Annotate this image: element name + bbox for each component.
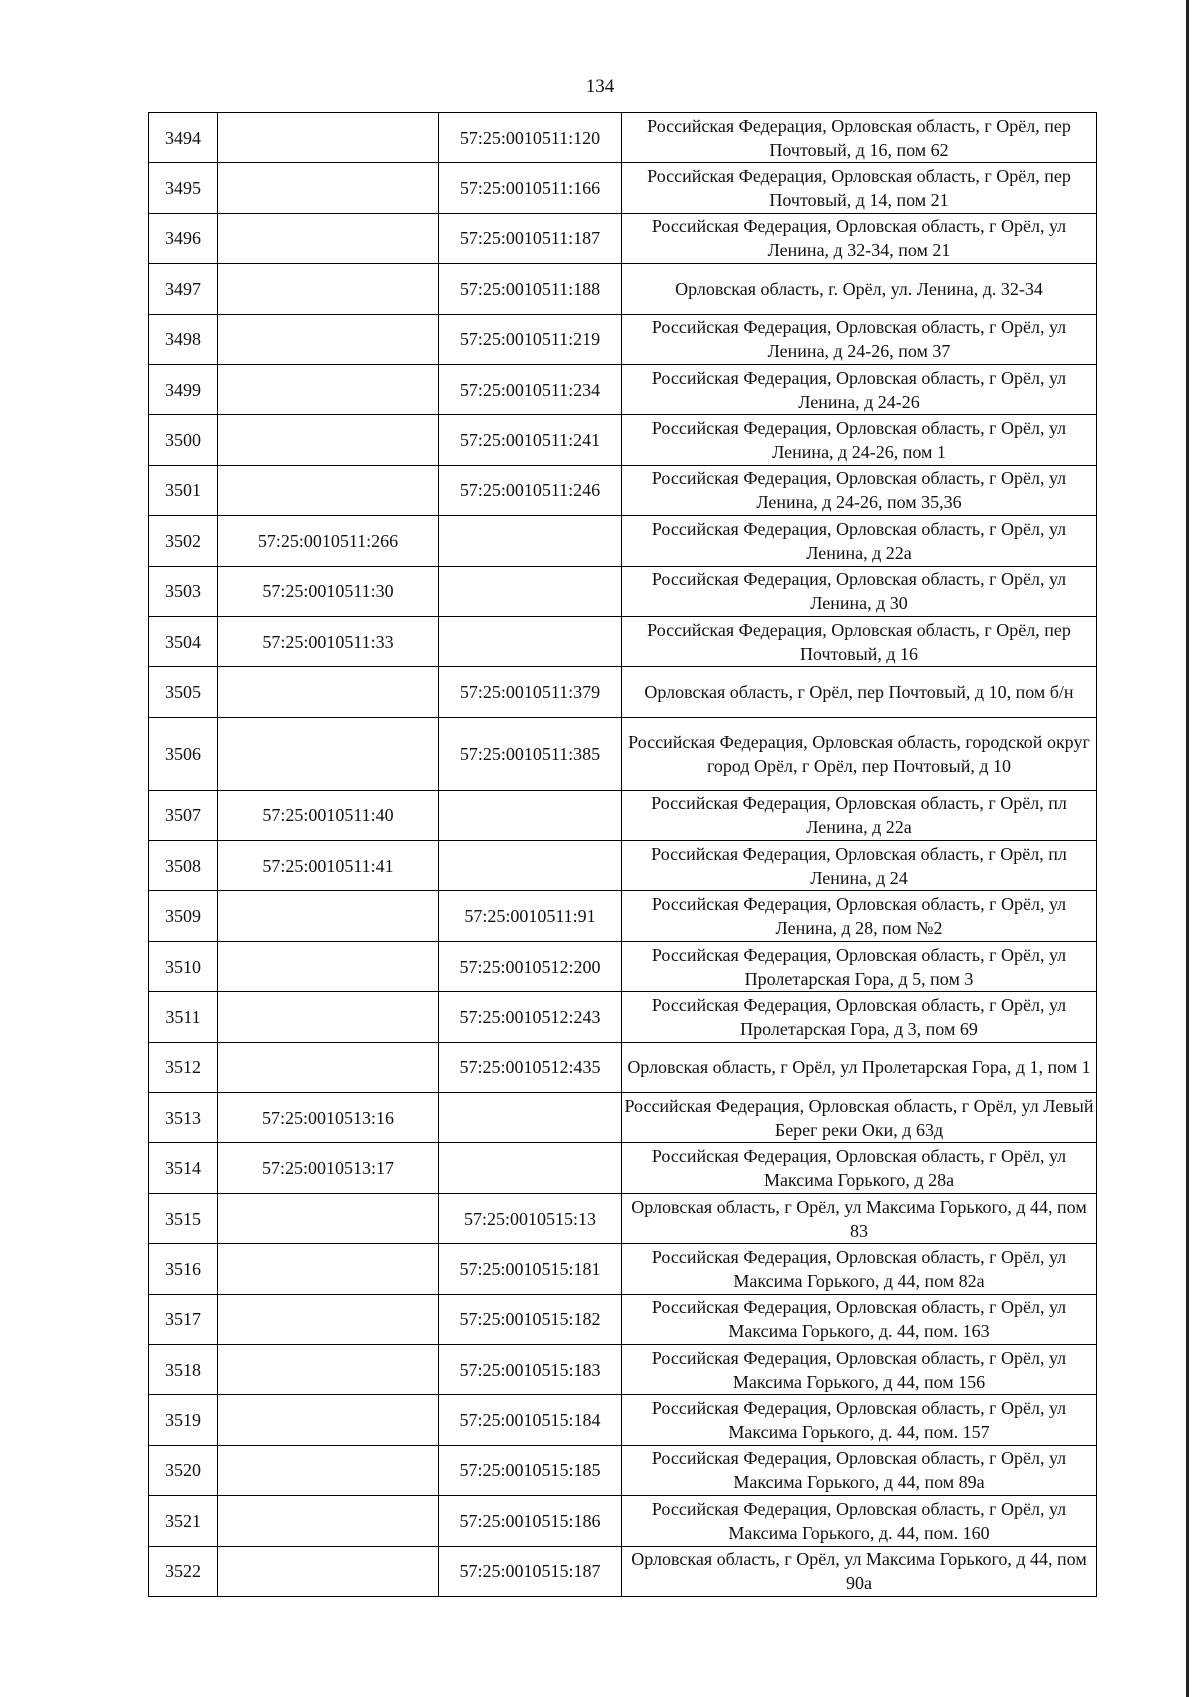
object-cadastral-number: 57:25:0010515:183	[439, 1344, 622, 1394]
row-number: 3521	[149, 1496, 218, 1546]
land-cadastral-number	[218, 415, 439, 465]
land-cadastral-number	[218, 1042, 439, 1092]
page-number: 134	[585, 76, 615, 97]
address: Российская Федерация, Орловская область, г Орёл, ул Максима Горького, д 44, пом 89а	[622, 1445, 1097, 1495]
table-row	[149, 616, 1097, 666]
object-cadastral-number: 57:25:0010511:379	[439, 667, 622, 717]
land-cadastral-number	[218, 1546, 439, 1596]
address: Российская Федерация, Орловская область, г Орёл, ул Ленина, д 22а	[622, 516, 1097, 566]
table-row	[149, 1093, 1097, 1143]
table-row	[149, 264, 1097, 314]
object-cadastral-number	[439, 1093, 622, 1143]
table-row	[149, 415, 1097, 465]
object-cadastral-number: 57:25:0010512:435	[439, 1042, 622, 1092]
address: Российская Федерация, Орловская область, г Орёл, ул Ленина, д 32-34, пом 21	[622, 213, 1097, 263]
table-row	[149, 941, 1097, 991]
object-cadastral-number: 57:25:0010515:181	[439, 1244, 622, 1294]
table-row	[149, 213, 1097, 263]
row-number: 3522	[149, 1546, 218, 1596]
land-cadastral-number: 57:25:0010513:17	[218, 1143, 439, 1193]
row-number: 3509	[149, 891, 218, 941]
address: Российская Федерация, Орловская область, г Орёл, ул Ленина, д 24-26	[622, 364, 1097, 414]
row-number: 3519	[149, 1395, 218, 1445]
row-number: 3499	[149, 364, 218, 414]
land-cadastral-number	[218, 163, 439, 213]
address: Российская Федерация, Орловская область, г Орёл, ул Ленина, д 24-26, пом 1	[622, 415, 1097, 465]
address: Российская Федерация, Орловская область, г Орёл, ул Левый Берег реки Оки, д 63д	[622, 1093, 1097, 1143]
row-number: 3502	[149, 516, 218, 566]
land-cadastral-number	[218, 1193, 439, 1243]
land-cadastral-number	[218, 264, 439, 314]
address: Российская Федерация, Орловская область, г Орёл, ул Максима Горького, д 28а	[622, 1143, 1097, 1193]
address: Орловская область, г Орёл, ул Максима Горького, д 44, пом 83	[622, 1193, 1097, 1243]
land-cadastral-number	[218, 1445, 439, 1495]
row-number: 3515	[149, 1193, 218, 1243]
land-cadastral-number	[218, 213, 439, 263]
table-row	[149, 667, 1097, 717]
table-row	[149, 566, 1097, 616]
row-number: 3520	[149, 1445, 218, 1495]
address: Российская Федерация, Орловская область, городской округ город Орёл, г Орёл, пер Почтовый, д 10	[622, 717, 1097, 790]
address: Российская Федерация, Орловская область, г Орёл, пл Ленина, д 24	[622, 841, 1097, 891]
address: Орловская область, г. Орёл, ул. Ленина, д. 32-34	[622, 264, 1097, 314]
object-cadastral-number: 57:25:0010511:187	[439, 213, 622, 263]
address: Российская Федерация, Орловская область, г Орёл, пер Почтовый, д 16, пом 62	[622, 113, 1097, 163]
row-number: 3508	[149, 841, 218, 891]
table-row	[149, 1244, 1097, 1294]
registry-table	[148, 112, 1097, 1597]
address: Российская Федерация, Орловская область, г Орёл, пер Почтовый, д 16	[622, 616, 1097, 666]
land-cadastral-number	[218, 314, 439, 364]
object-cadastral-number	[439, 516, 622, 566]
object-cadastral-number: 57:25:0010515:185	[439, 1445, 622, 1495]
table-row	[149, 364, 1097, 414]
land-cadastral-number	[218, 465, 439, 515]
table-row	[149, 841, 1097, 891]
land-cadastral-number	[218, 364, 439, 414]
table-row	[149, 1445, 1097, 1495]
object-cadastral-number: 57:25:0010515:186	[439, 1496, 622, 1546]
address: Российская Федерация, Орловская область, г Орёл, ул Ленина, д 30	[622, 566, 1097, 616]
object-cadastral-number: 57:25:0010511:234	[439, 364, 622, 414]
row-number: 3518	[149, 1344, 218, 1394]
land-cadastral-number	[218, 113, 439, 163]
address: Российская Федерация, Орловская область, г Орёл, ул Ленина, д 28, пом №2	[622, 891, 1097, 941]
land-cadastral-number: 57:25:0010511:33	[218, 616, 439, 666]
row-number: 3503	[149, 566, 218, 616]
table-row	[149, 1496, 1097, 1546]
row-number: 3495	[149, 163, 218, 213]
scan-edge-line	[1186, 0, 1189, 1697]
object-cadastral-number: 57:25:0010511:188	[439, 264, 622, 314]
table-row	[149, 465, 1097, 515]
address: Российская Федерация, Орловская область, г Орёл, ул Максима Горького, д. 44, пом. 157	[622, 1395, 1097, 1445]
address: Российская Федерация, Орловская область, г Орёл, ул Максима Горького, д. 44, пом. 160	[622, 1496, 1097, 1546]
row-number: 3514	[149, 1143, 218, 1193]
object-cadastral-number: 57:25:0010515:187	[439, 1546, 622, 1596]
land-cadastral-number	[218, 1244, 439, 1294]
address: Орловская область, г Орёл, пер Почтовый, д 10, пом б/н	[622, 667, 1097, 717]
object-cadastral-number	[439, 566, 622, 616]
table-row	[149, 992, 1097, 1042]
table-row	[149, 717, 1097, 790]
land-cadastral-number	[218, 1344, 439, 1394]
table-row	[149, 1294, 1097, 1344]
object-cadastral-number: 57:25:0010511:246	[439, 465, 622, 515]
object-cadastral-number: 57:25:0010511:91	[439, 891, 622, 941]
row-number: 3516	[149, 1244, 218, 1294]
row-number: 3500	[149, 415, 218, 465]
object-cadastral-number: 57:25:0010512:243	[439, 992, 622, 1042]
address: Орловская область, г Орёл, ул Пролетарская Гора, д 1, пом 1	[622, 1042, 1097, 1092]
registry-table-body	[149, 113, 1097, 1597]
table-row	[149, 163, 1097, 213]
object-cadastral-number: 57:25:0010515:182	[439, 1294, 622, 1344]
row-number: 3507	[149, 790, 218, 840]
table-row	[149, 1193, 1097, 1243]
row-number: 3517	[149, 1294, 218, 1344]
object-cadastral-number	[439, 790, 622, 840]
object-cadastral-number: 57:25:0010511:120	[439, 113, 622, 163]
land-cadastral-number	[218, 1496, 439, 1546]
object-cadastral-number: 57:25:0010511:166	[439, 163, 622, 213]
land-cadastral-number	[218, 1294, 439, 1344]
object-cadastral-number: 57:25:0010515:184	[439, 1395, 622, 1445]
land-cadastral-number	[218, 717, 439, 790]
land-cadastral-number: 57:25:0010511:30	[218, 566, 439, 616]
row-number: 3501	[149, 465, 218, 515]
object-cadastral-number	[439, 1143, 622, 1193]
land-cadastral-number: 57:25:0010511:40	[218, 790, 439, 840]
address: Российская Федерация, Орловская область, г Орёл, ул Ленина, д 24-26, пом 37	[622, 314, 1097, 364]
row-number: 3494	[149, 113, 218, 163]
address: Российская Федерация, Орловская область, г Орёл, ул Ленина, д 24-26, пом 35,36	[622, 465, 1097, 515]
address: Российская Федерация, Орловская область, г Орёл, ул Максима Горького, д 44, пом 156	[622, 1344, 1097, 1394]
address: Российская Федерация, Орловская область, г Орёл, ул Максима Горького, д. 44, пом. 163	[622, 1294, 1097, 1344]
land-cadastral-number: 57:25:0010511:41	[218, 841, 439, 891]
row-number: 3512	[149, 1042, 218, 1092]
land-cadastral-number	[218, 667, 439, 717]
land-cadastral-number	[218, 1395, 439, 1445]
table-row	[149, 516, 1097, 566]
row-number: 3497	[149, 264, 218, 314]
address: Российская Федерация, Орловская область, г Орёл, ул Максима Горького, д 44, пом 82а	[622, 1244, 1097, 1294]
address: Российская Федерация, Орловская область, г Орёл, ул Пролетарская Гора, д 3, пом 69	[622, 992, 1097, 1042]
table-row	[149, 1344, 1097, 1394]
table-row	[149, 1395, 1097, 1445]
row-number: 3513	[149, 1093, 218, 1143]
address: Российская Федерация, Орловская область, г Орёл, пер Почтовый, д 14, пом 21	[622, 163, 1097, 213]
object-cadastral-number	[439, 616, 622, 666]
address: Российская Федерация, Орловская область, г Орёл, ул Пролетарская Гора, д 5, пом 3	[622, 941, 1097, 991]
row-number: 3505	[149, 667, 218, 717]
land-cadastral-number: 57:25:0010511:266	[218, 516, 439, 566]
table-row	[149, 790, 1097, 840]
land-cadastral-number: 57:25:0010513:16	[218, 1093, 439, 1143]
table-row	[149, 891, 1097, 941]
row-number: 3496	[149, 213, 218, 263]
table-row	[149, 1143, 1097, 1193]
row-number: 3511	[149, 992, 218, 1042]
table-row	[149, 1546, 1097, 1596]
table-row	[149, 113, 1097, 163]
land-cadastral-number	[218, 992, 439, 1042]
land-cadastral-number	[218, 891, 439, 941]
row-number: 3506	[149, 717, 218, 790]
row-number: 3504	[149, 616, 218, 666]
table-row	[149, 314, 1097, 364]
object-cadastral-number: 57:25:0010511:385	[439, 717, 622, 790]
object-cadastral-number: 57:25:0010512:200	[439, 941, 622, 991]
object-cadastral-number	[439, 841, 622, 891]
row-number: 3498	[149, 314, 218, 364]
address: Орловская область, г Орёл, ул Максима Горького, д 44, пом 90а	[622, 1546, 1097, 1596]
address: Российская Федерация, Орловская область, г Орёл, пл Ленина, д 22а	[622, 790, 1097, 840]
object-cadastral-number: 57:25:0010511:219	[439, 314, 622, 364]
land-cadastral-number	[218, 941, 439, 991]
row-number: 3510	[149, 941, 218, 991]
table-row	[149, 1042, 1097, 1092]
object-cadastral-number: 57:25:0010511:241	[439, 415, 622, 465]
object-cadastral-number: 57:25:0010515:13	[439, 1193, 622, 1243]
